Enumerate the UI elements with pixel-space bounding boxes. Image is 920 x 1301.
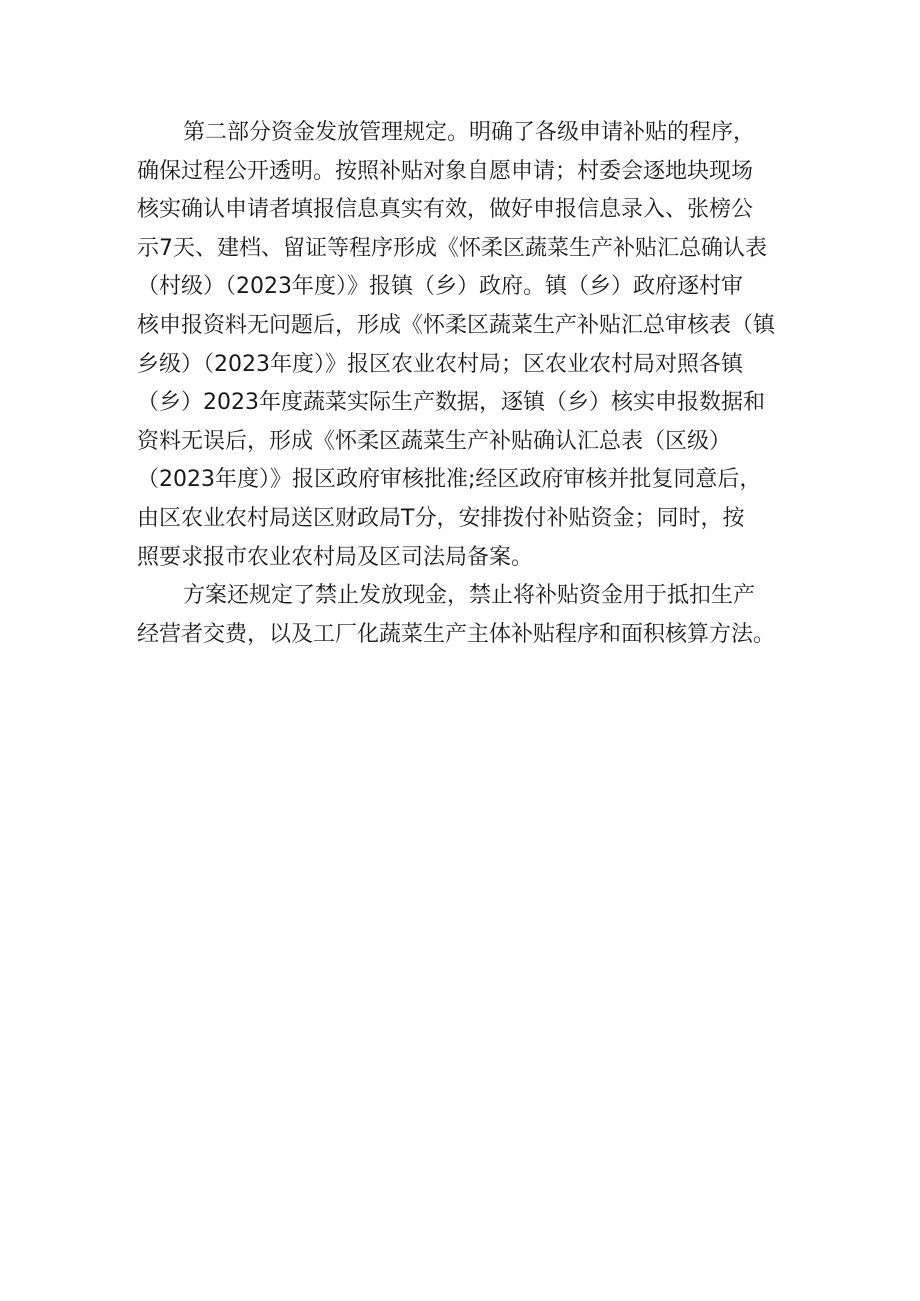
text-line: （村级）（2023年度）》报镇（乡）政府。镇（乡）政府逐村审	[137, 274, 743, 300]
text-line: 由区农业农村局送区财政局T分，安排拨付补贴资金；同时，按	[137, 505, 745, 531]
text-line: （乡）2023年度蔬菜实际生产数据，逐镇（乡）核实申报数据和	[137, 390, 765, 416]
text-line: 确保过程公开透明。按照补贴对象自愿申请；村委会逐地块现场	[137, 158, 754, 184]
text-line: （2023年度）》报区政府审核批准;经区政府审核并批复同意后，	[137, 467, 762, 493]
text-line: 核实确认申请者填报信息真实有效，做好申报信息录入、张榜公	[137, 197, 754, 223]
text-line: 经营者交费，以及工厂化蔬菜生产主体补贴程序和面积核算方法。	[137, 621, 776, 647]
text-line: 方案还规定了禁止发放现金，禁止将补贴资金用于抵扣生产	[183, 583, 756, 609]
document-body	[137, 114, 797, 654]
text-line: 照要求报市农业农村局及区司法局备案。	[137, 544, 534, 570]
paragraph-fund-distribution	[137, 114, 797, 577]
paragraph-prohibitions	[137, 577, 797, 654]
text-line: 示7天、建档、留证等程序形成《怀柔区蔬菜生产补贴汇总确认表	[137, 235, 767, 261]
text-line: 核申报资料无问题后，形成《怀柔区蔬菜生产补贴汇总审核表（镇	[137, 312, 776, 338]
text-line: 乡级）（2023年度）》报区农业农村局；区农业农村局对照各镇	[137, 351, 743, 377]
text-line: 第二部分资金发放管理规定。明确了各级申请补贴的程序，	[183, 120, 756, 145]
text-line: 资料无误后，形成《怀柔区蔬菜生产补贴确认汇总表（区级）	[137, 428, 732, 454]
